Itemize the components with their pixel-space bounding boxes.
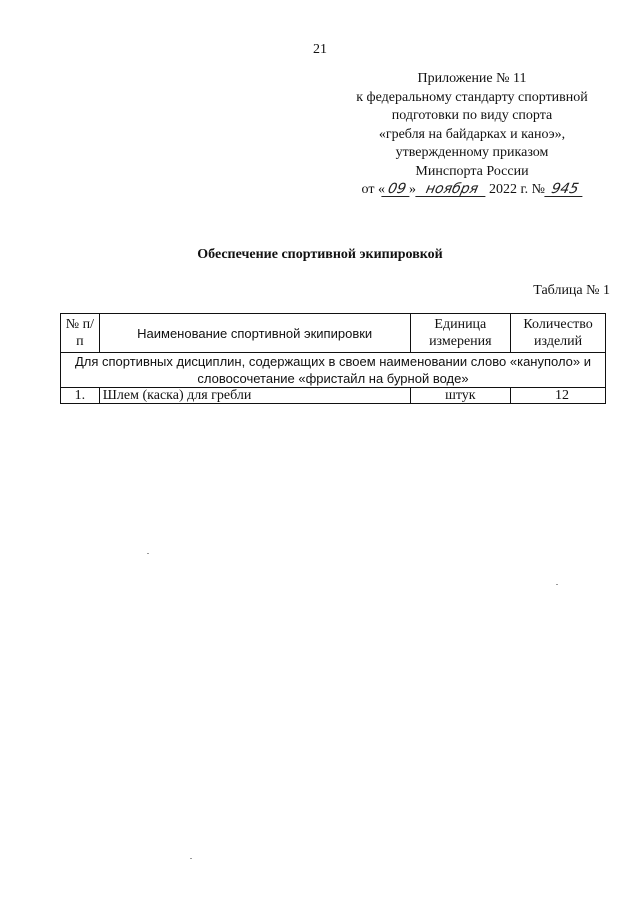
section-title: Для спортивных дисциплин, содержащих в своем наименовании слово «кануполо» и словосочетание «фристайл на бурной воде» <box>61 353 606 388</box>
date-prefix: от « <box>361 182 385 197</box>
scan-speck <box>147 553 149 554</box>
appendix-line-6: Минспорта России <box>415 163 529 179</box>
header-unit: Единица измерения <box>410 314 511 353</box>
scan-speck <box>190 858 192 859</box>
equipment-table <box>60 313 606 404</box>
document-heading: Обеспечение спортивной экипировкой <box>197 247 443 262</box>
appendix-line-3: подготовки по виду спорта <box>391 108 553 123</box>
date-mid: » <box>408 182 416 197</box>
page-number: 21 <box>313 42 327 57</box>
handwritten-order-number: 945 <box>547 182 584 196</box>
header-num: № п/п <box>61 314 100 353</box>
appendix-line-5: утвержденному приказом <box>395 145 549 160</box>
header-qty: Количество изделий <box>511 314 606 353</box>
appendix-line-2: к федеральному стандарту спортивной <box>356 89 588 105</box>
appendix-line-4: «гребля на байдарках и каноэ», <box>378 126 566 142</box>
table-header-row <box>61 314 606 353</box>
header-name: Наименование спортивной экипировки <box>99 314 410 353</box>
row-unit: штук <box>410 388 511 404</box>
date-year: 2022 г. № <box>488 182 545 197</box>
table-label: Таблица № 1 <box>533 283 610 298</box>
scan-speck <box>556 584 558 585</box>
row-name: Шлем (каска) для гребли <box>99 388 410 404</box>
row-num: 1. <box>61 388 100 404</box>
appendix-block <box>338 70 606 200</box>
row-qty: 12 <box>511 388 606 404</box>
order-date-line <box>338 181 606 200</box>
appendix-line-1: Приложение № 11 <box>417 71 527 86</box>
handwritten-month: ноября <box>418 182 487 196</box>
handwritten-day: 09 <box>383 182 410 196</box>
section-row <box>61 353 606 388</box>
table-row <box>61 388 606 404</box>
